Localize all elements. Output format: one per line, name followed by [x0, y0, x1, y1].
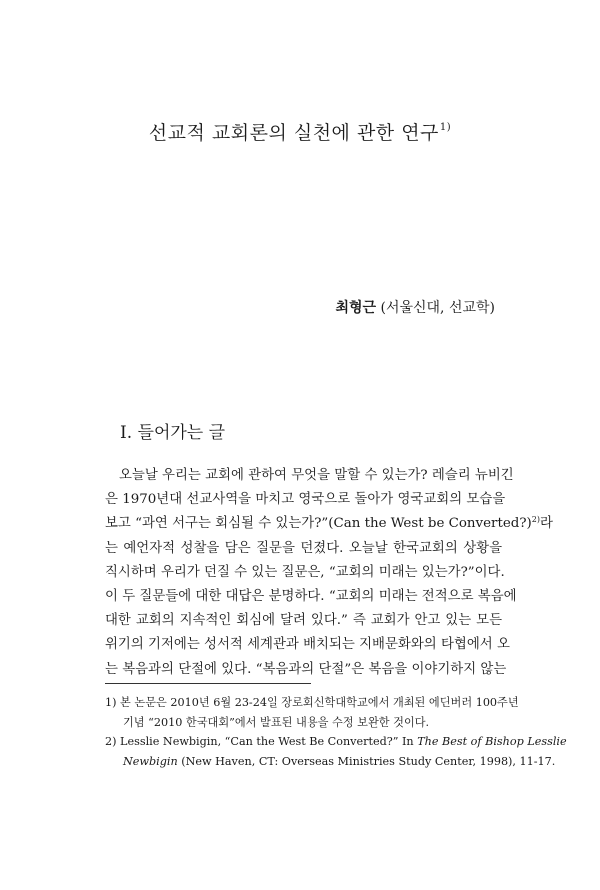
body-line: 위기의 기저에는 성서적 세계관과 배치되는 지배문화와의 타협에서 오: [105, 637, 510, 653]
body-line: 오늘날 우리는 교회에 관하여 무엇을 말할 수 있는가? 레슬리 뉴비긴: [119, 468, 514, 483]
body-line: 은 1970년대 선교사역을 마치고 영국으로 돌아가 영국교회의 모습을: [105, 492, 506, 508]
body-line: 는 예언자적 성찰을 담은 질문을 던졌다. 오늘날 한국교회의 상황을: [105, 540, 502, 556]
author-affiliation: (서울신대, 선교학): [380, 300, 495, 316]
footnote-2-text: 2) Lesslie Newbigin, “Can the West Be Converted?” In: [105, 735, 418, 748]
body-line: 는 복음과의 단절에 있다. “복음과의 단절”은 복음을 이야기하지 않는: [105, 661, 507, 677]
footnote-1-continued: 기념 “2010 한국대회”에서 발표된 내용을 수정 보완한 것이다.: [123, 715, 430, 729]
footnote-2-book-title: The Best of Bishop Lesslie: [417, 735, 567, 748]
title-footnote-mark: 1): [439, 122, 452, 133]
footnote-2: [105, 732, 567, 752]
paper-title: [0, 118, 600, 145]
author-name: 최형근: [335, 300, 377, 316]
body-line-text: 보고 “과연 서구는 회심될 수 있는가?”(Can the West be Converted?): [105, 516, 532, 532]
footnote-2-citation: (New Haven, CT: Overseas Ministries Study Center, 1998), 11-17.: [177, 754, 556, 768]
author-line: [335, 297, 495, 317]
footnotes: [105, 693, 567, 771]
body-line: 대한 교회의 지속적인 회심에 달려 있다.” 즉 교회가 안고 있는 모든: [105, 613, 502, 629]
body-line: 이 두 질문들에 대한 대답은 분명하다. “교회의 미래는 전적으로 복음에: [105, 588, 517, 604]
footnote-2-book-title-cont: Newbigin: [123, 754, 178, 768]
body-text: [105, 464, 553, 682]
paper-title-text: 선교적 교회론의 실천에 관한 연구: [148, 122, 439, 144]
body-line: 직시하며 우리가 던질 수 있는 질문은, “교회의 미래는 있는가?”이다.: [105, 564, 505, 580]
footnote-1: 1) 본 논문은 2010년 6월 23-24일 장로회신학대학교에서 개최된 에딘버러 100주년: [105, 696, 519, 709]
body-line: [105, 512, 553, 536]
footnote-ref-2: 2): [531, 515, 540, 525]
footnote-divider: [105, 683, 311, 684]
section-heading: I. 들어가는 글: [120, 423, 226, 443]
body-line-text: 라: [539, 516, 553, 532]
footnote-2-continued: [105, 752, 556, 772]
